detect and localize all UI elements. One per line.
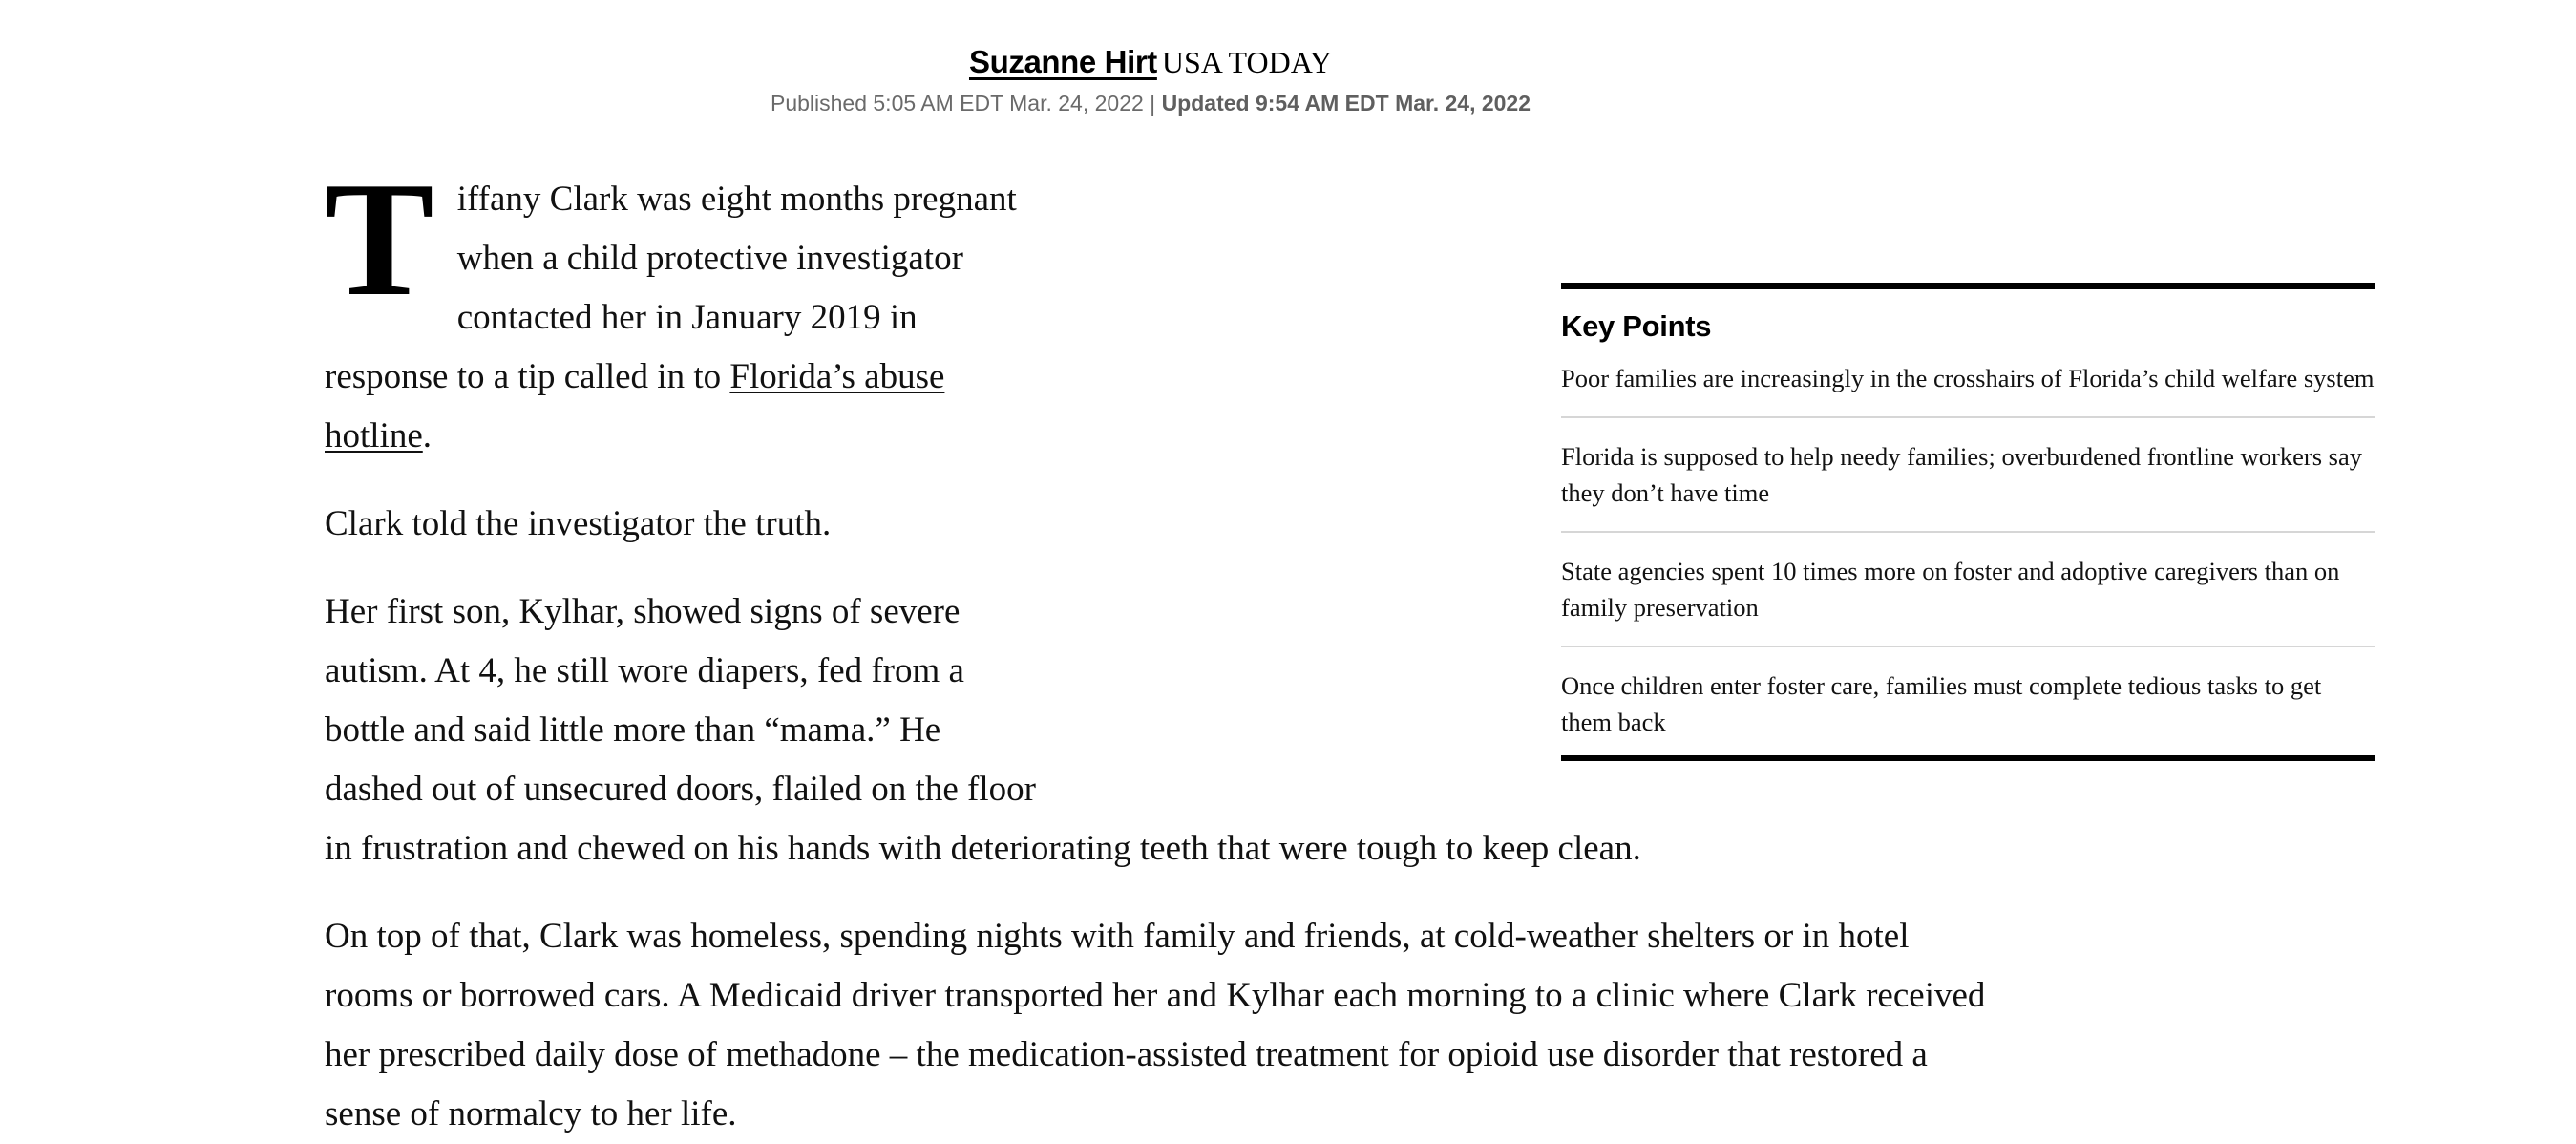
byline-outlet: USA TODAY (1161, 45, 1333, 79)
key-points-title: Key Points (1561, 309, 1712, 343)
key-points-top-rule (1561, 283, 2375, 289)
drop-cap: T (325, 149, 434, 330)
paragraph-3: Her first son, Kylhar, showed signs of severe autism. At 4, he still wore diapers, fed from a bottle and said little more than “mama.” He dashed out of unsecured doors, flailed on the floor in frustration and chewed on his hands with deteriorating teeth that were tough to keep clean. (325, 592, 1641, 868)
byline-block (0, 46, 2301, 115)
timestamp-line (0, 93, 2301, 115)
key-points-bottom-rule (1561, 755, 2375, 761)
byline (0, 46, 2301, 77)
updated-timestamp: Updated 9:54 AM EDT Mar. 24, 2022 (1161, 91, 1531, 116)
key-points-panel (1561, 283, 2375, 761)
lede-text-before-link: iffany Clark was eight months pregnant when a child protective investigator contacted her in January 2019 in response to a tip called in to (325, 180, 1017, 396)
paragraph-2: Clark told the investigator the truth. (325, 504, 832, 543)
key-points-list (1561, 360, 2375, 746)
key-point-item[interactable]: Poor families are increasingly in the crosshairs of Florida’s child welfare system (1561, 360, 2375, 418)
byline-author-link[interactable]: Suzanne Hirt (968, 44, 1157, 79)
lede-text-after-link: . (422, 416, 433, 455)
abuse-hotline-link[interactable]: Florida’s abuse hotline (325, 357, 945, 455)
paragraph-4: On top of that, Clark was homeless, spending nights with family and friends, at cold-weather shelters or in hotel rooms or borrowed cars. A Medicaid driver transported her and Kylhar each morning to a clinic where Clark received her prescribed daily dose of methadone – the medication-assisted treatment for opioid use disorder that restored a sense of normalcy to her life. (325, 917, 1986, 1133)
key-point-item[interactable]: State agencies spent 10 times more on foster and adoptive caregivers than on family preservation (1561, 553, 2375, 647)
key-point-item[interactable]: Florida is supposed to help needy families; overburdened frontline workers say they don’t have time (1561, 438, 2375, 533)
published-timestamp: Published 5:05 AM EDT Mar. 24, 2022 (770, 91, 1144, 116)
timestamp-separator: | (1143, 91, 1162, 116)
key-point-item[interactable]: Once children enter foster care, families must complete tedious tasks to get them back (1561, 671, 2322, 736)
